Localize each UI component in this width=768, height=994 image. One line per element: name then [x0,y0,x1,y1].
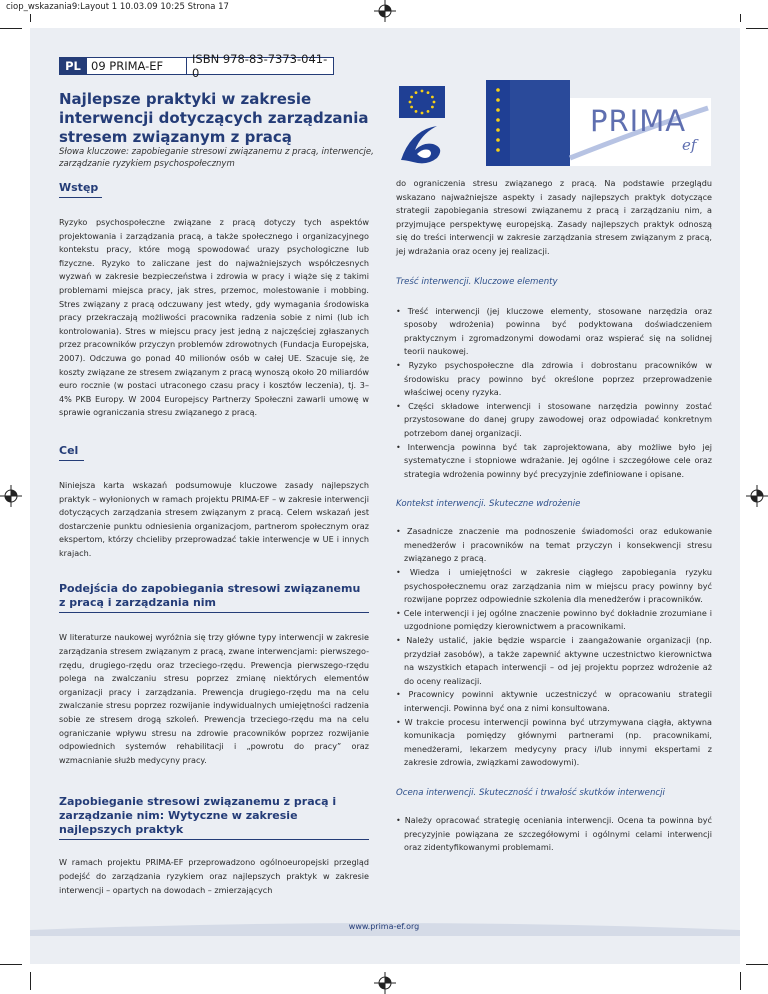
sixth-framework-logo-icon [397,120,457,166]
list-item: • Należy ustalić, jakie będzie wsparcie i zaangażowanie organizacji (np. przydział zasobów), a także zapewnić aktywne uczestnictwo kierownictwa na wszystkich etapach interwencji – od jej projektu poprzez wdrożenie aż do oceny realizacji. [396,634,712,688]
evaluation-list [396,814,712,855]
context-list [396,525,712,770]
crop-mark [746,28,768,29]
left-column [59,176,369,897]
list-item: • Cele interwencji i jej ogólne znaczenie powinno być dokładnie zrozumiane i uzgodnione pomiędzy kierownictwem a pracownikami. [396,607,712,634]
approaches-paragraph: W literaturze naukowej wyróżnia się trzy główne typy interwencji w zakresie zarządzania stresem związanym z pracą, zwane interwencjami: pierwszego-rzędu, drugiego-rzędu oraz trzeciego-rzędu. Prewencja pierwszego-rzędu polega na zwalczaniu stresu poprzez zmianę niektórych elementów organizacji pracy i zarządzania. Prewencja drugiego-rzędu ma na celu zwalczanie stresu poprzez rozwijanie indywidualnych umiejętności radzenia sobie ze stresem drogą szkoleń. Prewencja trzeciego-rzędu ma na celu ograniczanie wpływu stresu na zdrowie pracowników poprzez rozwijanie odpowiednich systemów rehabilitacji i „powrotu do pracy” oraz wzmacnianie służb medycyny pracy. [59,632,369,765]
language-badge: PL [59,57,87,75]
footer-url: www.prima-ef.org [348,922,420,931]
registration-mark-icon [374,0,396,22]
isbn-label: ISBN 978-83-7373-041-0 [187,57,334,75]
subheading-content: Treść interwencji. Kluczowe elementy [396,276,558,287]
keywords: Słowa kluczowe: zapobieganie stresowi związanemu z pracą, interwencje, zarządzanie ryzykiem psychospołecznym [59,147,374,169]
list-item: • Części składowe interwencji i stosowane narzędzia powinny zostać przystosowane do danej grupy zawodowej oraz odpowiadać konkretnym potrzebom danej organizacji. [396,400,712,441]
page-title: Najlepsze praktyki w zakresie interwencji dotyczących zarządzania stresem związanym z pracą [59,90,369,146]
list-item: • Ryzyko psychospołeczne dla zdrowia i dobrostanu pracowników w środowisku pracy powinno być określone poprzez przeprowadzenie właściwej oceny ryzyka. [396,359,712,400]
goal-paragraph: Niniejsza karta wskazań podsumowuje kluczowe zasady najlepszych praktyk – wyłonionych w ramach projektu PRIMA-EF – w zakresie interwencji dotyczących zarządzania stresem związanym z pracą. Celem wskazań jest dostarczenie punktu odniesienia organizacjom, partnerom społecznym oraz ekspertom, którzy chcieliby przeprowadzać takie interwencje w UE i innych krajach. [59,479,369,558]
logo-area [393,80,711,166]
document-header [59,52,334,80]
section-heading-approaches: Podejścia do zapobiegania stresowi związanemu z pracą i zarządzania nim [59,582,369,613]
section-heading-goal: Cel [59,444,84,461]
list-item: • Zasadnicze znaczenie ma podnoszenie świadomości oraz edukowanie menedżerów i pracowników na temat przyczyn i konsekwencji stresu związanego z pracą. [396,525,712,566]
subheading-evaluation: Ocena interwencji. Skuteczność i trwałość skutków interwencji [396,787,665,798]
crop-mark [740,14,741,22]
list-item: • Treść interwencji (jej kluczowe elementy, stosowane narzędzia oraz sposoby wdrożenia) powinna być podyktowana doświadczeniem praktycznym i zgromadzonymi dowodami oraz wspierać się na solidnej teorii naukowej. [396,305,712,359]
list-item: • Interwencja powinna być tak zaprojektowana, aby możliwe było jej systematyczne i stopniowe wdrażanie. Jej ogólne i szczegółowe cele oraz strategia wdrożenia powinny być precyzyjnie zdefiniowane i opisane. [396,441,712,482]
prima-ef-text: ef [682,136,697,154]
registration-mark-icon [746,485,768,507]
document-code: 09 PRIMA-EF [87,57,187,75]
crop-mark [30,14,31,22]
content-list [396,305,712,482]
guidelines-paragraph: W ramach projektu PRIMA-EF przeprowadzono ogólnoeuropejski przegląd podejść do zarządzania ryzykiem oraz najlepszych praktyk w zakresie interwencji – opartych na dowodach – zmierzających [59,857,369,895]
registration-mark-icon [374,972,396,994]
registration-mark-icon [0,485,22,507]
crop-mark [740,972,741,990]
right-intro-paragraph: do ograniczenia stresu związanego z pracą. Na podstawie przeglądu wskazano najważniejsze aspekty i zasady najlepszych praktyk dotyczące strategii zapobiegania stresowi związanemu z pracą i zarządzaniu nim, a przyjmujące perspektywę europejską. Zasady najlepszych praktyk odnoszą się do treści interwencji w zakresie zarządzania stresem związanym z pracą, jej wdrażania oraz oceny jej realizacji. [396,178,712,256]
crop-mark [0,28,22,29]
list-item: • Należy opracować strategię oceniania interwencji. Ocena ta powinna być precyzyjnie powiązana ze szczegółowymi i ogólnymi celami interwencji oraz zidentyfikowanymi problemami. [396,814,712,855]
crop-mark [0,964,22,965]
right-column [396,177,712,855]
intro-paragraph: Ryzyko psychospołeczne związane z pracą dotyczy tych aspektów projektowania i zarządzania pracą, a także społecznego i organizacyjnego kontekstu pracy, które mogą spowodować urazy psychologiczne lub fizyczne. Ryzyko to zaliczane jest do najważniejszych współczesnych wyzwań w zakresie bezpieczeństwa i zdrowia w pracy i wiąże się z takimi problemami miejsca pracy, jak stres, przemoc, molestowanie i mobbing. Stres związany z pracą odczuwany jest wtedy, gdy wymagania środowiska pracy przekraczają możliwości pracownika radzenia sobie z nimi (lub ich kontrolowania). Stres w miejscu pracy jest jedną z najczęściej zgłaszanych przez pracowników przyczyn problemów zdrowotnych (Fundacja Europejska, 2007). Odczuwa go ponad 40 milionów osób w całej UE. Szacuje się, że koszty związane ze stresem związanym z pracą wynoszą około 20 miliardów euro rocznie (w postaci utraconego czasu pracy i kosztów leczenia), tj. 3–4% PKB Europy. W 2004 Europejscy Partnerzy Społeczni zawarli umowę w sprawie ograniczania stresu związanego z pracą. [59,217,369,418]
section-heading-intro: Wstęp [59,181,102,198]
list-item: • Wiedza i umiejętności w zakresie ciągłego zapobiegania ryzyku psychospołecznemu oraz zarządzania nim w miejscu pracy powinny być rozwijane poprzez odpowiednie szkolenia dla menedżerów i pracowników. [396,566,712,607]
prima-logo-text: PRIMA [590,104,687,138]
subheading-context: Kontekst interwencji. Skuteczne wdrożenie [396,499,581,510]
crop-mark [30,972,31,990]
list-item: • Pracownicy powinni aktywnie uczestniczyć w opracowaniu strategii interwencji. Powinna być ona z nimi konsultowana. [396,688,712,715]
prima-logo [486,80,711,166]
section-heading-guidelines: Zapobieganie stresowi związanemu z pracą i zarządzanie nim: Wytyczne w zakresie najlepszych praktyk [59,795,369,840]
list-item: • W trakcie procesu interwencji powinna być utrzymywana ciągła, aktywna komunikacja pomiędzy głównymi partnerami (np. pracownikami, menedżerami, lekarzem medycyny pracy i/lub innymi ekspertami z zakresie zdrowia, związkami zawodowymi). [396,716,712,770]
crop-mark [746,964,768,965]
print-slug: ciop_wskazania9:Layout 1 10.03.09 10:25 Strona 17 [6,2,229,12]
